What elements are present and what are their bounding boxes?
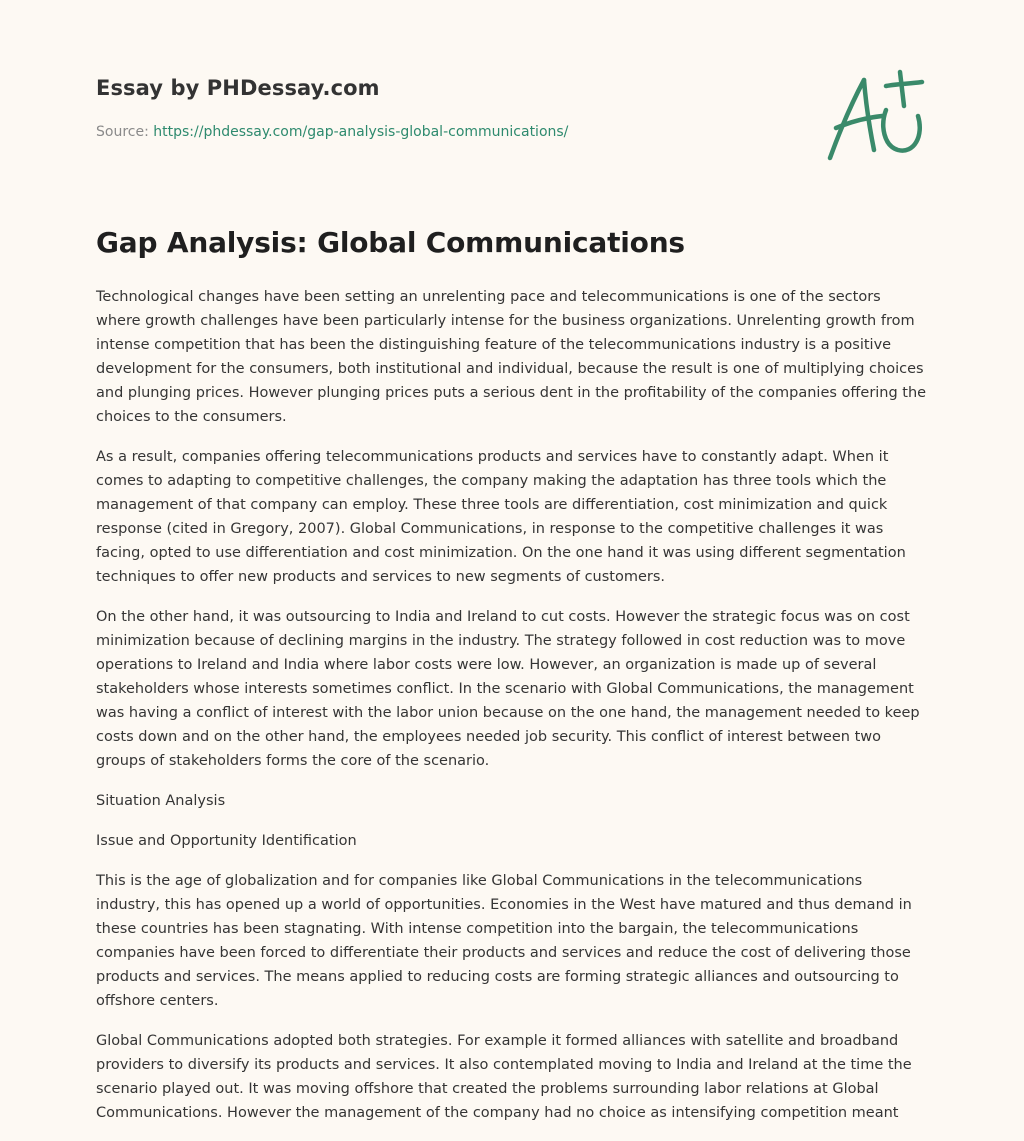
- source-label: Source:: [96, 124, 149, 140]
- section-heading-situation-analysis: Situation Analysis: [96, 793, 226, 809]
- source-line: [96, 124, 568, 140]
- essay-paragraph: On the other hand, it was outsourcing to India and Ireland to cut costs. However the strategic focus was on cost minimization because of declining margins in the industry. The strategy followed in cost reduction was to move operations to Ireland and India where labor costs were low. However, an organization is made up of several stakeholders whose interests sometimes conflict. In the scenario with Global Communications, the management was having a conflict of interest with the labor union because on the one hand, the management needed to keep costs down and on the other hand, the employees needed job security. This conflict of interest between two groups of stakeholders forms the core of the scenario.: [96, 609, 920, 769]
- essay-page: [96, 0, 928, 1121]
- essay-title: Gap Analysis: Global Communications: [96, 226, 685, 259]
- page-header: [96, 0, 928, 200]
- essay-paragraph: Technological changes have been setting an unrelenting pace and telecommunications is one of the sectors where growth challenges have been particularly intense for the business organizations. Unrelenting growth from intense competition that has been the distinguishing feature of the telecommunications industry is a positive development for the consumers, both institutional and individual, because the result is one of multiplying choices and plunging prices. However plunging prices puts a serious dent in the profitability of the companies offering the choices to the consumers.: [96, 289, 927, 425]
- source-link[interactable]: https://phdessay.com/gap-analysis-global-communications/: [153, 124, 569, 140]
- essay-body: [96, 285, 928, 1141]
- section-heading-issue-identification: Issue and Opportunity Identification: [96, 833, 357, 849]
- essay-paragraph: As a result, companies offering telecommunications products and services have to constantly adapt. When it comes to adapting to competitive challenges, the company making the adaptation has three tools which the management of that company can employ. These three tools are differentiation, cost minimization and quick response (cited in Gregory, 2007). Global Communications, in response to the competitive challenges it was facing, opted to use differentiation and cost minimization. On the one hand it was using different segmentation techniques to offer new products and services to new segments of customers.: [96, 449, 906, 585]
- essay-paragraph: Global Communications adopted both strategies. For example it formed alliances with satellite and broadband providers to diversify its products and services. It also contemplated moving to India and Ireland at the time the scenario played out. It was moving offshore that created the problems surrounding labor relations at Global Communications. However the management of the company had no choice as intensifying competition meant: [96, 1033, 912, 1121]
- a-plus-grade-icon: [824, 66, 928, 166]
- site-brand-title: Essay by PHDessay.com: [96, 76, 380, 100]
- essay-paragraph: This is the age of globalization and for companies like Global Communications in the telecommunications industry, this has opened up a world of opportunities. Economies in the West have matured and thus demand in these countries has been stagnating. With intense competition into the bargain, the telecommunications companies have been forced to differentiate their products and services and reduce the cost of delivering those products and services. The means applied to reducing costs are forming strategic alliances and outsourcing to offshore centers.: [96, 873, 912, 1009]
